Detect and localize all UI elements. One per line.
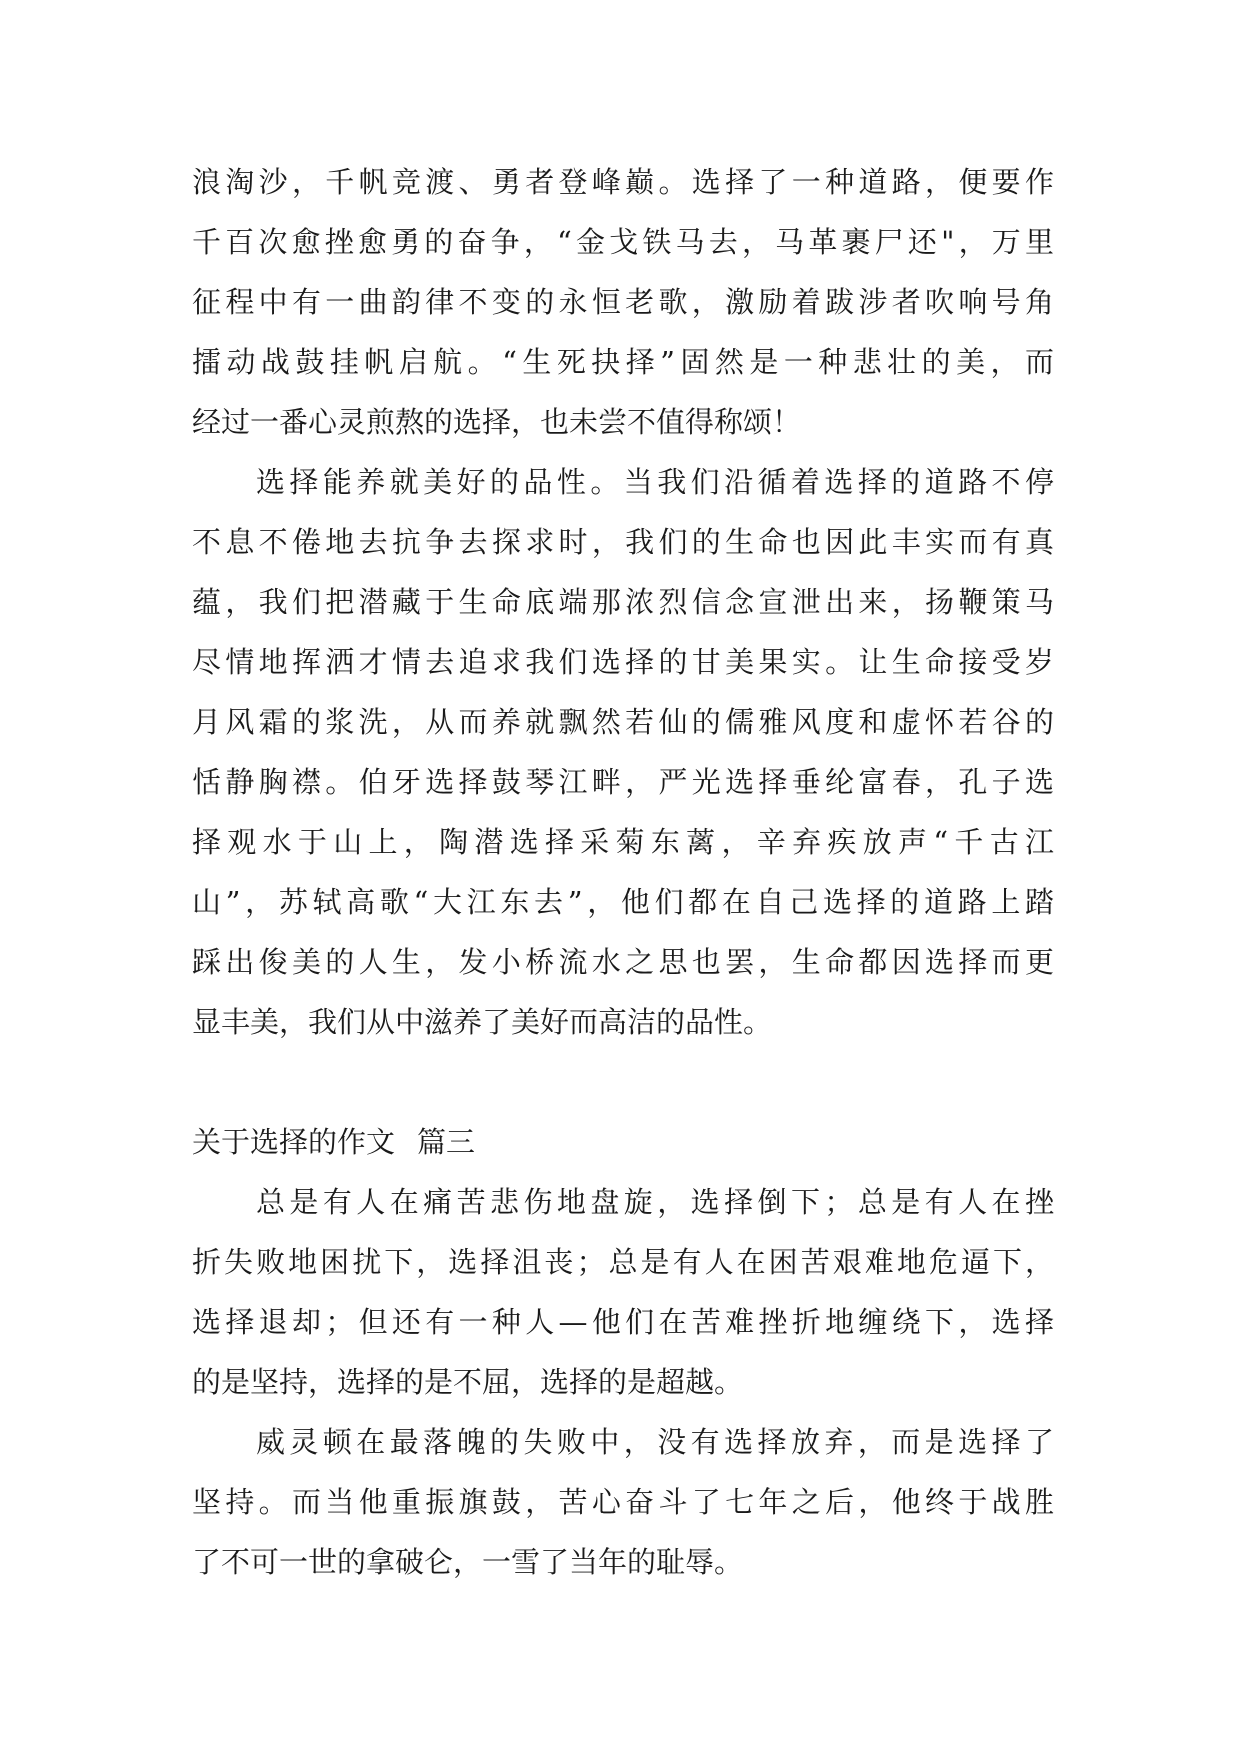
text-line: 总是有人在痛苦悲伤地盘旋，选择倒下；总是有人在挫 bbox=[256, 1185, 1054, 1219]
blank-line bbox=[192, 1052, 1054, 1112]
text-line: 择观水于山上，陶潜选择采菊东蓠，辛弃疾放声“千古江 bbox=[192, 825, 1054, 859]
text-line: 恬静胸襟。伯牙选择鼓琴江畔，严光选择垂纶富春，孔子选 bbox=[192, 765, 1054, 799]
text-line: 不息不倦地去抗争去探求时，我们的生命也因此丰实而有真 bbox=[192, 525, 1054, 559]
text-line: 显丰美，我们从中滋养了美好而高洁的品性。 bbox=[192, 1005, 773, 1039]
document-page bbox=[192, 152, 1054, 1592]
text-line: 威灵顿在最落魄的失败中，没有选择放弃，而是选择了 bbox=[256, 1425, 1054, 1459]
text-line: 月风霜的浆洗，从而养就飘然若仙的儒雅风度和虚怀若谷的 bbox=[192, 705, 1054, 739]
text-line: 了不可一世的拿破仑，一雪了当年的耻辱。 bbox=[192, 1545, 744, 1579]
text-line: 山”，苏轼高歌“大江东去”，他们都在自己选择的道路上踏 bbox=[192, 885, 1054, 919]
text-line: 选择能养就美好的品性。当我们沿循着选择的道路不停 bbox=[256, 465, 1054, 499]
section-heading bbox=[192, 1112, 1054, 1172]
text-line: 尽情地挥洒才情去追求我们选择的甘美果实。让生命接受岁 bbox=[192, 645, 1054, 679]
text-line: 折失败地困扰下，选择沮丧；总是有人在困苦艰难地危逼下， bbox=[192, 1245, 1054, 1279]
text-line: 千百次愈挫愈勇的奋争，“金戈铁马去，马革裹尸还"，万里 bbox=[192, 225, 1054, 259]
paragraph bbox=[192, 452, 1054, 1052]
text-line: 选择退却；但还有一种人—他们在苦难挫折地缠绕下，选择 bbox=[192, 1305, 1054, 1339]
section-title: 关于选择的作文 bbox=[192, 1125, 396, 1159]
text-line: 的是坚持，选择的是不屈，选择的是超越。 bbox=[192, 1365, 744, 1399]
text-line: 经过一番心灵煎熬的选择，也未尝不值得称颂！ bbox=[192, 405, 802, 439]
text-line: 坚持。而当他重振旗鼓，苦心奋斗了七年之后，他终于战胜 bbox=[192, 1485, 1054, 1519]
text-line: 蕴，我们把潜藏于生命底端那浓烈信念宣泄出来，扬鞭策马 bbox=[192, 585, 1054, 619]
paragraph bbox=[192, 1412, 1054, 1592]
paragraph bbox=[192, 1172, 1054, 1412]
section-label: 篇三 bbox=[417, 1125, 476, 1159]
text-line: 浪淘沙，千帆竞渡、勇者登峰巅。选择了一种道路，便要作 bbox=[192, 165, 1054, 199]
text-line: 擂动战鼓挂帆启航。“生死抉择”固然是一种悲壮的美，而 bbox=[192, 345, 1054, 379]
text-line: 征程中有一曲韵律不变的永恒老歌，激励着跋涉者吹响号角 bbox=[192, 285, 1054, 319]
paragraph bbox=[192, 152, 1054, 452]
text-line: 踩出俊美的人生，发小桥流水之思也罢，生命都因选择而更 bbox=[192, 945, 1054, 979]
